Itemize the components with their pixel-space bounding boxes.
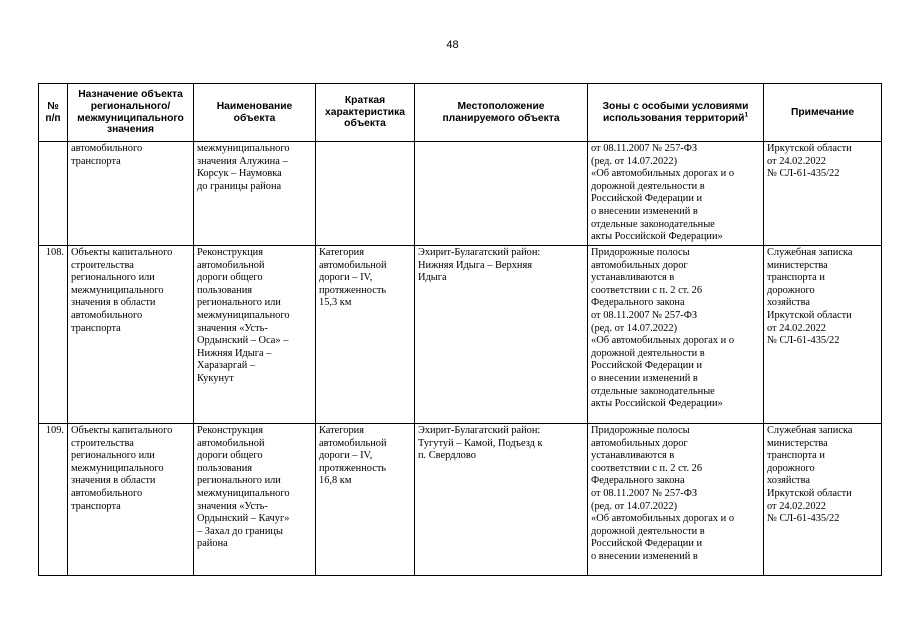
- cell-text-line: от 24.02.2022: [767, 322, 826, 334]
- cell-text-line: о внесении изменений в: [591, 372, 698, 384]
- cell-text-line: дороги – IV,: [319, 272, 373, 284]
- cell-text-line: № СЛ-61-435/22: [767, 335, 840, 347]
- cell-text-line: (ред. от 14.07.2022): [591, 500, 678, 512]
- cell-text-line: Федерального закона: [591, 297, 685, 309]
- header-text-line: Назначение объекта: [78, 89, 183, 101]
- cell-text-line: Эхирит-Булагатский район:: [418, 425, 541, 436]
- cell-text-line: межмуниципального: [197, 309, 290, 321]
- cell-text-line: Кукунут: [197, 372, 234, 384]
- cell-text-line: министерства: [767, 437, 828, 449]
- header-cell-location: [415, 84, 588, 142]
- cell-text-line: автомобильной: [319, 259, 387, 271]
- cell-text-line: до границы района: [197, 180, 282, 192]
- header-text-line: объекта: [344, 118, 386, 130]
- cell-text-line: от 24.02.2022: [767, 500, 826, 512]
- cell-text-line: 109.: [45, 425, 64, 436]
- cell-number: [39, 142, 68, 246]
- cell-text-line: п. Свердлово: [418, 450, 476, 462]
- cell-text-line: Российской Федерации и: [591, 538, 703, 550]
- cell-text-line: дорожной деятельности в: [591, 525, 705, 537]
- cell-text-line: межмуниципального: [71, 462, 164, 474]
- cell-text-line: Российской Федерации и: [591, 360, 703, 372]
- cell-text-line: от 08.11.2007 № 257-ФЗ: [591, 487, 698, 499]
- cell-text-line: Ордынский – Качуг»: [197, 513, 290, 525]
- cell-location: [415, 246, 588, 424]
- cell-text-line: о внесении изменений в: [591, 205, 698, 217]
- cell-text-line: значения «Усть-: [197, 500, 268, 512]
- cell-text-line: Реконструкция: [197, 247, 264, 258]
- cell-text-line: транспорта: [71, 322, 121, 334]
- cell-text-line: значения в области: [71, 475, 156, 487]
- cell-text-line: 15,3 км: [319, 297, 352, 309]
- cell-text-line: соответствии с п. 2 ст. 26: [591, 462, 703, 474]
- table-body: [39, 142, 882, 576]
- header-text-line: Примечание: [790, 106, 855, 118]
- table-row: [39, 246, 882, 424]
- cell-text-line: дорожного: [767, 284, 815, 296]
- cell-characteristic: [316, 424, 415, 576]
- cell-text-line: протяженность: [319, 462, 387, 474]
- cell-note: [764, 424, 882, 576]
- cell-text-line: устанавливаются в: [591, 272, 675, 284]
- cell-text-line: Федерального закона: [591, 475, 685, 487]
- cell-characteristic: [316, 142, 415, 246]
- header-text-line: межмуниципального: [77, 112, 184, 124]
- cell-text-line: транспорта: [71, 155, 121, 167]
- cell-text-line: устанавливаются в: [591, 450, 675, 462]
- cell-text-line: автомобильного: [71, 487, 143, 499]
- cell-text-line: пользования: [197, 284, 253, 296]
- header-text-line: использования территорий: [602, 112, 745, 124]
- cell-text-line: автомобильных дорог: [591, 437, 688, 449]
- cell-characteristic: [316, 246, 415, 424]
- header-cell-purpose: [68, 84, 194, 142]
- cell-text-line: Иркутской области: [767, 309, 852, 321]
- cell-text-line: автомобильной: [197, 437, 265, 449]
- header-cell-number: [39, 84, 68, 142]
- table-row: [39, 142, 882, 246]
- planning-objects-table: [38, 83, 882, 576]
- cell-text-line: дороги общего: [197, 450, 263, 462]
- cell-zones: [588, 142, 764, 246]
- cell-text-line: «Об автомобильных дорогах и о: [591, 335, 735, 347]
- cell-text-line: министерства: [767, 259, 828, 271]
- cell-text-line: значения в области: [71, 297, 156, 309]
- cell-location: [415, 142, 588, 246]
- cell-text-line: Нижняя Идыга –: [197, 347, 272, 359]
- cell-text-line: акты Российской Федерации»: [591, 398, 723, 410]
- header-text-line: №: [47, 100, 59, 112]
- cell-text-line: 108.: [45, 247, 64, 258]
- header-cell-name: [194, 84, 316, 142]
- cell-text-line: регионального или: [197, 297, 281, 309]
- cell-text-line: значения Алужина –: [197, 155, 288, 167]
- cell-purpose: [68, 424, 194, 576]
- cell-text-line: строительства: [71, 437, 134, 449]
- cell-text-line: Иркутской области: [767, 487, 852, 499]
- cell-text-line: 16,8 км: [319, 475, 352, 487]
- cell-text-line: № СЛ-61-435/22: [767, 168, 840, 180]
- header-text-line: Наименование: [216, 100, 293, 112]
- header-text-line: объекта: [233, 112, 276, 124]
- header-text-line: характеристика: [325, 106, 405, 118]
- cell-text-line: соответствии с п. 2 ст. 26: [591, 284, 703, 296]
- header-cell-zones: [588, 84, 764, 142]
- cell-text-line: межмуниципального: [197, 143, 290, 154]
- cell-text-line: регионального или: [71, 450, 155, 462]
- cell-text-line: дорожной деятельности в: [591, 347, 705, 359]
- cell-text-line: Реконструкция: [197, 425, 264, 436]
- cell-location: [415, 424, 588, 576]
- cell-text-line: Корсук – Наумовка: [197, 168, 282, 180]
- footnote-marker: 1: [744, 111, 749, 119]
- cell-text-line: Придорожные полосы: [591, 247, 690, 258]
- cell-text-line: Идыга: [418, 272, 447, 284]
- cell-text-line: Придорожные полосы: [591, 425, 690, 436]
- header-text-line: значения: [106, 124, 155, 136]
- cell-text-line: (ред. от 14.07.2022): [591, 322, 678, 334]
- cell-text-line: межмуниципального: [71, 284, 164, 296]
- cell-note: [764, 246, 882, 424]
- cell-text-line: автомобильной: [319, 437, 387, 449]
- table-row: [39, 424, 882, 576]
- cell-zones: [588, 246, 764, 424]
- cell-text-line: строительства: [71, 259, 134, 271]
- cell-text-line: Тугутуй – Камой, Подъезд к: [418, 437, 543, 449]
- cell-text-line: межмуниципального: [197, 487, 290, 499]
- cell-text-line: «Об автомобильных дорогах и о: [591, 168, 735, 180]
- header-text-line: Зоны с особыми условиями: [602, 100, 749, 112]
- cell-text-line: хозяйства: [767, 297, 810, 309]
- cell-text-line: – Захал до границы: [197, 525, 283, 537]
- cell-text-line: отдельные законодательные: [591, 385, 715, 397]
- cell-text-line: Служебная записка: [767, 247, 853, 258]
- cell-text-line: Ордынский – Оса» –: [197, 335, 289, 347]
- header-cell-note: [764, 84, 882, 142]
- cell-text-line: транспорта и: [767, 450, 825, 462]
- cell-text-line: от 08.11.2007 № 257-ФЗ: [591, 143, 698, 154]
- cell-text-line: отдельные законодательные: [591, 218, 715, 230]
- cell-number: [39, 246, 68, 424]
- cell-text-line: хозяйства: [767, 475, 810, 487]
- cell-text-line: Объекты капитального: [71, 425, 173, 436]
- page-number: 48: [446, 39, 459, 51]
- header-text-line: регионального/: [90, 100, 171, 112]
- cell-text-line: Иркутской области: [767, 143, 852, 154]
- cell-text-line: пользования: [197, 462, 253, 474]
- cell-text-line: «Об автомобильных дорогах и о: [591, 513, 735, 525]
- cell-text-line: Нижняя Идыга – Верхняя: [418, 259, 533, 271]
- cell-text-line: дороги – IV,: [319, 450, 373, 462]
- cell-text-line: дорожного: [767, 462, 815, 474]
- cell-text-line: значения «Усть-: [197, 322, 268, 334]
- cell-text-line: автомобильных дорог: [591, 259, 688, 271]
- cell-text-line: Харазаргай –: [197, 360, 256, 372]
- cell-text-line: Служебная записка: [767, 425, 853, 436]
- cell-text-line: автомобильного: [71, 143, 143, 154]
- cell-name: [194, 424, 316, 576]
- header-cell-characteristic: [316, 84, 415, 142]
- cell-text-line: Категория: [319, 247, 365, 258]
- cell-text-line: дорожной деятельности в: [591, 180, 705, 192]
- cell-note: [764, 142, 882, 246]
- cell-purpose: [68, 142, 194, 246]
- cell-purpose: [68, 246, 194, 424]
- cell-text-line: транспорта: [71, 500, 121, 512]
- cell-text-line: Эхирит-Булагатский район:: [418, 247, 541, 258]
- cell-name: [194, 142, 316, 246]
- cell-text-line: акты Российской Федерации»: [591, 231, 723, 243]
- header-text-line: планируемого объекта: [442, 112, 560, 124]
- cell-text-line: транспорта и: [767, 272, 825, 284]
- cell-text-line: Объекты капитального: [71, 247, 173, 258]
- cell-text-line: района: [197, 538, 228, 550]
- cell-text-line: о внесении изменений в: [591, 550, 698, 562]
- cell-text-line: автомобильной: [197, 259, 265, 271]
- cell-text-line: регионального или: [71, 272, 155, 284]
- cell-text-line: автомобильного: [71, 309, 143, 321]
- table-header-row: [39, 84, 882, 142]
- cell-text-line: от 24.02.2022: [767, 155, 826, 167]
- cell-zones: [588, 424, 764, 576]
- cell-text-line: Категория: [319, 425, 365, 436]
- cell-name: [194, 246, 316, 424]
- header-text-line: п/п: [45, 112, 61, 124]
- cell-text-line: дороги общего: [197, 272, 263, 284]
- cell-text-line: от 08.11.2007 № 257-ФЗ: [591, 309, 698, 321]
- cell-number: [39, 424, 68, 576]
- cell-text-line: № СЛ-61-435/22: [767, 513, 840, 525]
- header-text-line: Местоположение: [457, 100, 545, 112]
- cell-text-line: регионального или: [197, 475, 281, 487]
- header-text-line: Краткая: [344, 95, 386, 107]
- cell-text-line: протяженность: [319, 284, 387, 296]
- cell-text-line: (ред. от 14.07.2022): [591, 155, 678, 167]
- cell-text-line: Российской Федерации и: [591, 193, 703, 205]
